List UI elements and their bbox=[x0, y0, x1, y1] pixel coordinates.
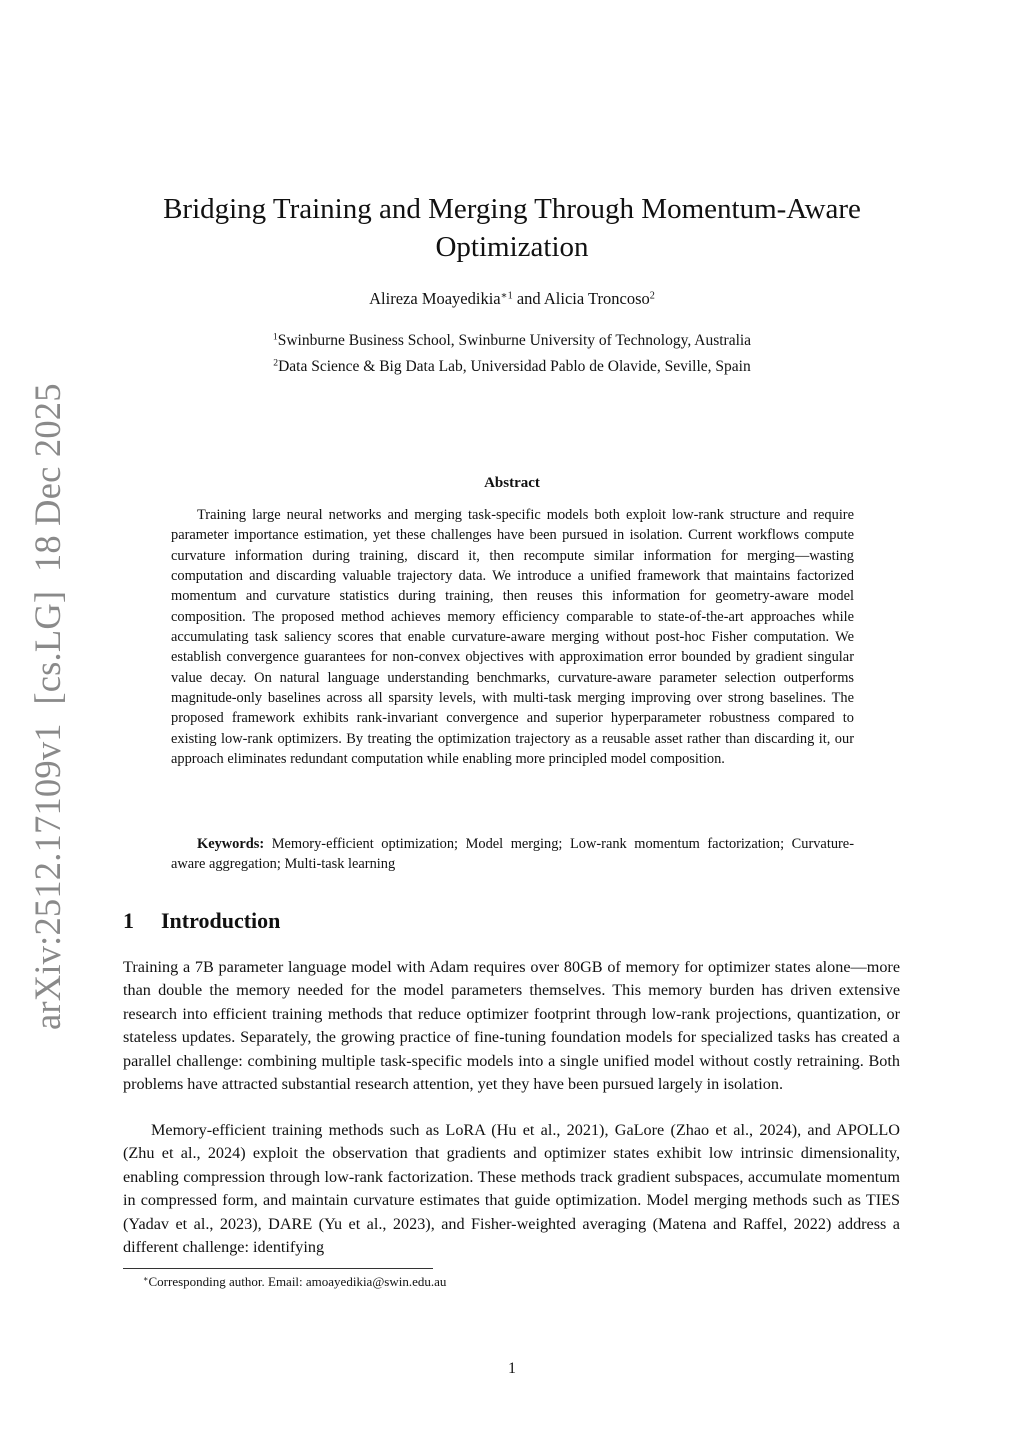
keywords-label: Keywords: bbox=[197, 836, 265, 852]
affiliation-2 bbox=[120, 357, 904, 377]
intro-paragraph-2: Memory-efficient training methods such as LoRA (Hu et al., 2021), GaLore (Zhao et al., 2024), and APOLLO (Zhu et al., 2024) exploit the observation that gradients and optimizer states exhibit low intrinsic dimensionality, enabling compression through low-rank factorization. These methods track gradient subspaces, accumulate momentum in compressed form, and maintain curvature estimates that guide optimization. Model merging methods such as TIES (Yadav et al., 2023), DARE (Yu et al., 2023), and Fisher-weighted averaging (Matena and Raffel, 2022) address a different challenge: identifying bbox=[123, 1121, 900, 1257]
keywords-block bbox=[171, 834, 854, 875]
footnote bbox=[143, 1273, 446, 1291]
keywords-text: Memory-efficient optimization; Model merging; Low-rank momentum factorization; Curvature-aware aggregation; Multi-task learning bbox=[171, 836, 854, 873]
author-line bbox=[120, 288, 904, 310]
affiliation-1-text: Swinburne Business School, Swinburne University of Technology, Australia bbox=[277, 332, 752, 349]
author-2-marks: 2 bbox=[649, 290, 655, 302]
affiliation-2-mark: 2 bbox=[273, 357, 279, 369]
section-heading bbox=[123, 906, 280, 936]
author-1-marks: ∗1 bbox=[500, 290, 513, 302]
abstract-text: Training large neural networks and merging task-specific models both exploit low-rank structure and require parameter importance estimation, yet these challenges have been pursued in isolation. Current workflows compute curvature information during training, discard it, then recompute similar information for merging—wasting computation and discarding valuable trajectory data. We introduce a unified framework that maintains factorized momentum and curvature statistics during training, then reuses this information for geometry-aware model composition. The proposed method achieves memory efficiency comparable to state-of-the-art approaches while accumulating task saliency scores that enable curvature-aware merging without post-hoc Fisher computation. We establish convergence guarantees for non-convex objectives with approximation error bounded by gradient singular value decay. On natural language understanding benchmarks, curvature-aware parameter selection outperforms magnitude-only baselines across all sparsity levels, with multi-task merging improving over strong baselines. The proposed framework exhibits rank-invariant convergence and superior hyperparameter robustness compared to existing low-rank optimizers. By treating the optimization trajectory as a reusable asset rather than discarding it, our approach eliminates redundant computation while enabling more principled model composition. bbox=[171, 507, 854, 768]
arxiv-category: [cs.LG] bbox=[27, 590, 68, 705]
author-2-name: Alicia Troncoso bbox=[543, 289, 650, 308]
arxiv-id: arXiv:2512.17109v1 bbox=[27, 723, 68, 1030]
page-number: 1 bbox=[508, 1360, 516, 1377]
footnote-text: Corresponding author. Email: amoayedikia@swin.edu.au bbox=[148, 1274, 447, 1289]
arxiv-date: 18 Dec 2025 bbox=[27, 383, 68, 573]
footnote-mark: ∗ bbox=[143, 1274, 149, 1284]
abstract-heading: Abstract bbox=[484, 475, 540, 491]
affiliation-1 bbox=[120, 331, 904, 351]
author-1-name: Alireza Moayedikia bbox=[369, 289, 501, 308]
affiliation-2-text: Data Science & Big Data Lab, Universidad Pablo de Olavide, Seville, Spain bbox=[278, 358, 751, 375]
author-conjunction: and bbox=[516, 289, 541, 308]
paper-title: Bridging Training and Merging Through Momentum-Aware Optimization bbox=[163, 193, 861, 263]
arxiv-sidebar-stamp bbox=[27, 383, 68, 1030]
affiliation-1-mark: 1 bbox=[272, 331, 278, 343]
footnote-divider bbox=[123, 1268, 433, 1269]
intro-paragraph-1: Training a 7B parameter language model with Adam requires over 80GB of memory for optimizer states alone—more than double the memory needed for the model parameters themselves. This memory burden has driven extensive research into efficient training methods that reduce optimizer footprint through low-rank projections, quantization, or stateless updates. Separately, the growing practice of fine-tuning foundation models for specialized tasks has created a parallel challenge: combining multiple task-specific models into a single unified model without costly retraining. Both problems have attracted substantial research attention, yet they have been pursued largely in isolation. bbox=[123, 958, 900, 1094]
section-number: 1 bbox=[123, 908, 134, 933]
section-title: Introduction bbox=[161, 908, 281, 933]
